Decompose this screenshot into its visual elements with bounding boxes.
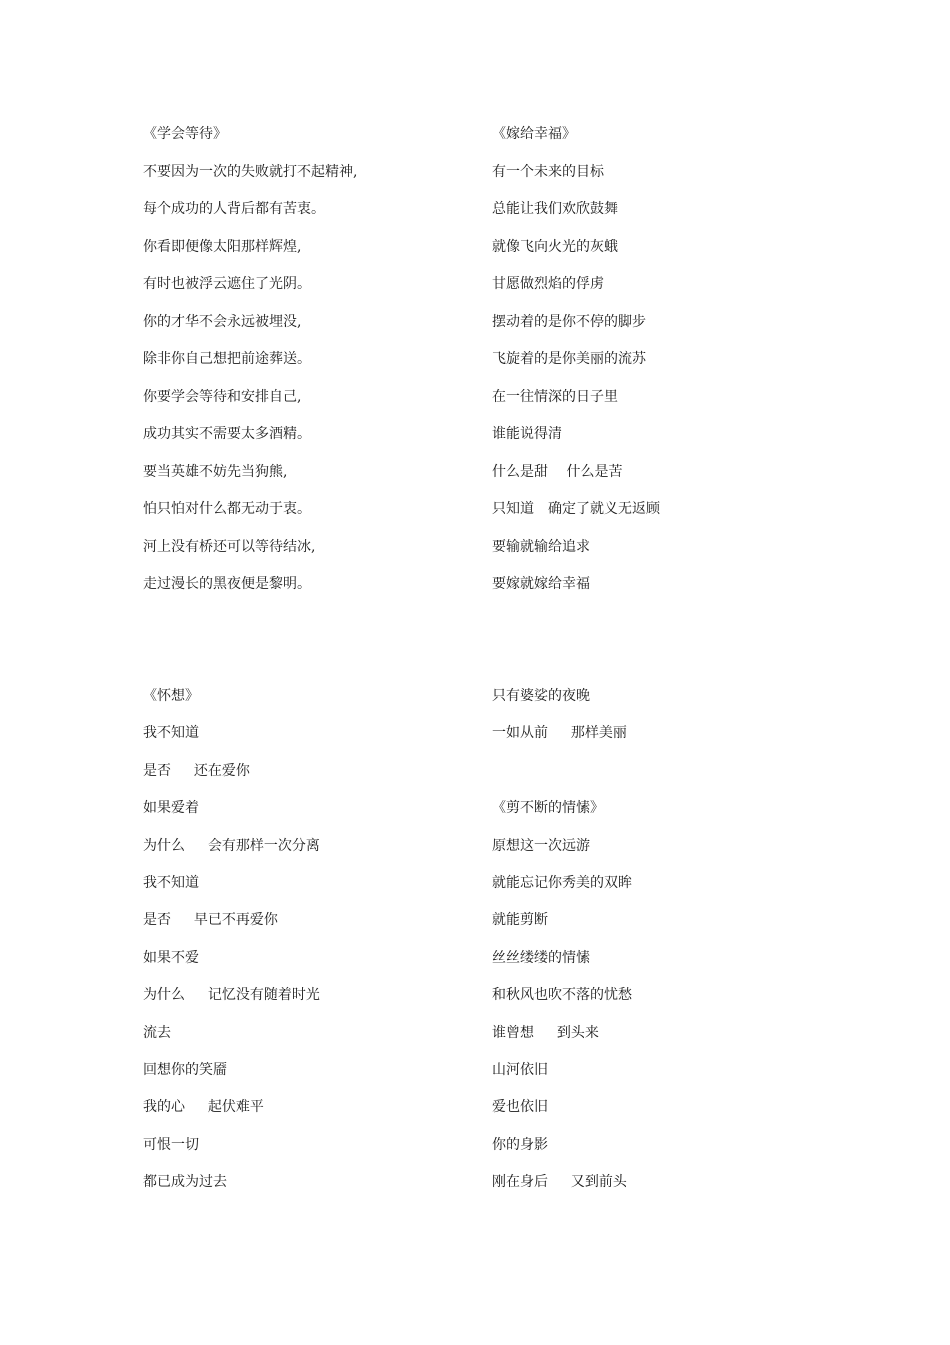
poem-line: 就像飞向火光的灰蛾 xyxy=(492,238,618,255)
poem-line: 谁曾想 到头来 xyxy=(492,1024,599,1041)
poem-line: 可恨一切 xyxy=(143,1136,199,1153)
poem-line: 是否 早已不再爱你 xyxy=(143,912,278,929)
poem-title: 《怀想》 xyxy=(143,688,199,704)
poem-line: 成功其实不需要太多酒精。 xyxy=(143,426,311,442)
poem-line: 流去 xyxy=(143,1024,171,1041)
poem-title: 《嫁给幸福》 xyxy=(492,126,576,142)
poem-line: 什么是甜 什么是苦 xyxy=(492,463,623,480)
poem-line: 只知道 确定了就义无返顾 xyxy=(492,501,660,517)
poem-line: 怕只怕对什么都无动于衷。 xyxy=(143,501,311,517)
poem-line: 如果不爱 xyxy=(143,949,199,966)
poem-line: 走过漫长的黑夜便是黎明。 xyxy=(143,576,311,592)
poem-line: 原想这一次远游 xyxy=(492,837,590,854)
poem-line: 就能剪断 xyxy=(492,912,548,929)
poem-line: 要当英雄不妨先当狗熊, xyxy=(143,463,288,480)
poem-line: 只有婆娑的夜晚 xyxy=(492,688,590,704)
poem-line: 除非你自己想把前途葬送。 xyxy=(143,351,311,367)
poem-title: 《学会等待》 xyxy=(143,126,227,142)
poem-line: 为什么 会有那样一次分离 xyxy=(143,837,320,854)
poem-line: 山河依旧 xyxy=(492,1062,548,1078)
poem-line: 是否 还在爱你 xyxy=(143,762,250,779)
poem-line: 你要学会等待和安排自己, xyxy=(143,388,302,405)
poem-line: 要输就输给追求 xyxy=(492,538,590,555)
poem-line: 有一个未来的目标 xyxy=(492,163,604,180)
poem-line: 刚在身后 又到前头 xyxy=(492,1174,627,1191)
poem-line: 你的才华不会永远被埋没, xyxy=(143,313,302,330)
poem-line: 谁能说得清 xyxy=(492,426,562,442)
poem-line: 如果爱着 xyxy=(143,800,199,817)
poem-title: 《剪不断的情愫》 xyxy=(492,800,604,817)
poem-line: 河上没有桥还可以等待结冰, xyxy=(143,538,316,555)
poem-line: 要嫁就嫁给幸福 xyxy=(492,576,590,592)
poem-line: 丝丝缕缕的情愫 xyxy=(492,949,590,966)
poem-line: 摆动着的是你不停的脚步 xyxy=(492,313,646,330)
poem-line: 和秋风也吹不落的忧愁 xyxy=(492,987,632,1004)
poem-line: 我不知道 xyxy=(143,875,199,891)
poem-line: 不要因为一次的失败就打不起精神, xyxy=(143,163,358,180)
poem-line: 我不知道 xyxy=(143,725,199,742)
poem-line: 都已成为过去 xyxy=(143,1174,227,1191)
poem-line: 飞旋着的是你美丽的流苏 xyxy=(492,351,646,367)
poem-line: 为什么 记忆没有随着时光 xyxy=(143,987,320,1004)
poem-line: 你的身影 xyxy=(492,1136,548,1153)
poem-line: 就能忘记你秀美的双眸 xyxy=(492,875,632,891)
poem-line: 在一往情深的日子里 xyxy=(492,388,618,405)
poem-line: 回想你的笑靥 xyxy=(143,1062,227,1078)
poem-line: 总能让我们欢欣鼓舞 xyxy=(492,201,618,217)
poem-line: 甘愿做烈焰的俘虏 xyxy=(492,276,604,292)
poem-line: 一如从前 那样美丽 xyxy=(492,725,627,742)
poem-line: 每个成功的人背后都有苦衷。 xyxy=(143,201,325,217)
poem-line: 你看即便像太阳那样辉煌, xyxy=(143,238,302,255)
poem-line: 有时也被浮云遮住了光阴。 xyxy=(143,276,311,292)
poem-line: 爱也依旧 xyxy=(492,1099,548,1116)
poem-line: 我的心 起伏难平 xyxy=(143,1099,264,1116)
